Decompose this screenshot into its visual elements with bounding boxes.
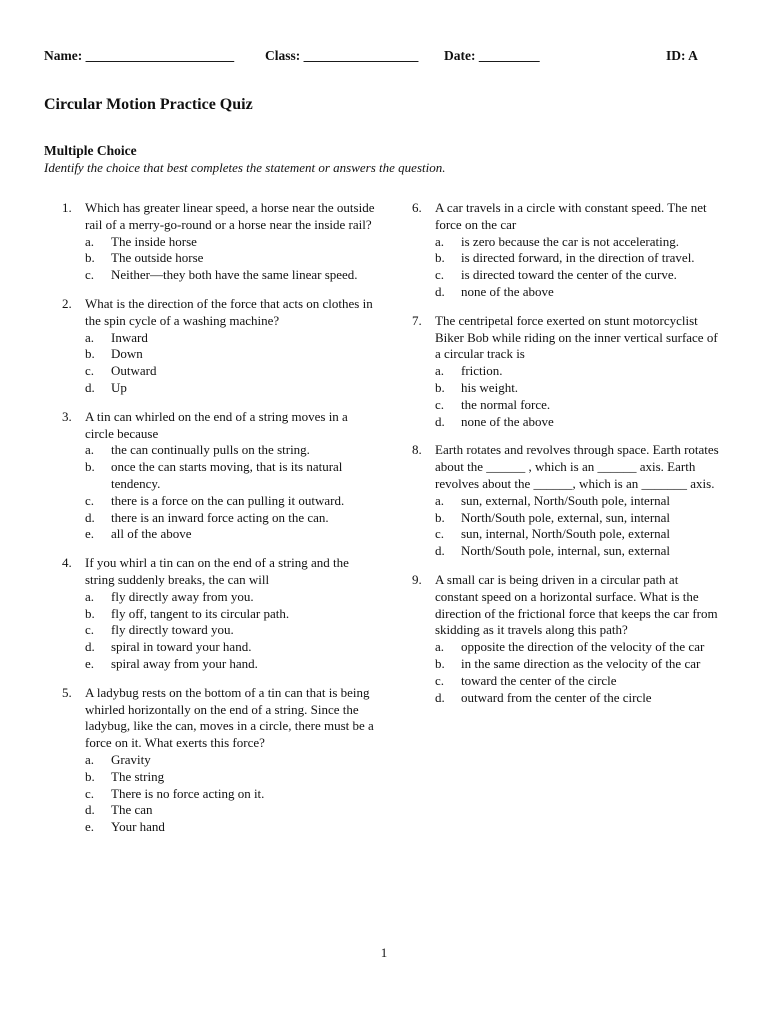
option-text: North/South pole, internal, sun, external: [461, 543, 671, 559]
option-letter: e.: [85, 655, 95, 671]
option-letter: d.: [85, 509, 95, 525]
option-letter: a.: [435, 639, 445, 655]
option-text: The inside horse: [111, 233, 197, 249]
answer-option: [85, 656, 376, 673]
option-text: Up: [111, 379, 127, 395]
question: [62, 409, 376, 543]
option-text: none of the above: [461, 413, 554, 429]
answer-option: [435, 656, 724, 673]
page-number: 1: [380, 945, 388, 960]
answer-option: [435, 250, 724, 267]
option-text: Neither—they both have the same linear speed.: [111, 267, 358, 283]
option-text: all of the above: [111, 526, 192, 542]
option-letter: c.: [85, 492, 95, 508]
answer-option: [435, 380, 724, 397]
question-number: 7.: [412, 312, 422, 328]
option-letter: b.: [85, 346, 95, 362]
option-letter: b.: [435, 379, 445, 395]
option-letter: d.: [435, 689, 445, 705]
answer-option: [85, 786, 376, 803]
option-letter: a.: [435, 363, 445, 379]
option-text: fly directly away from you.: [111, 588, 254, 604]
question-number: 9.: [412, 571, 422, 587]
option-text: fly directly toward you.: [111, 622, 234, 638]
question-text: A car travels in a circle with constant speed. The net force on the car: [435, 200, 707, 232]
question-text: A tin can whirled on the end of a string moves in a circle because: [85, 408, 348, 441]
option-text: sun, internal, North/South pole, external: [461, 526, 671, 542]
option-text: once the can starts moving, that is its natural tendency.: [111, 459, 343, 491]
question-number: 8.: [412, 442, 422, 458]
question-text: A ladybug rests on the bottom of a tin can that is being whirled horizontally on the end of a string. Since the ladybug, like the can, moves in a circle, there must be a force on it. What exerts this force?: [85, 684, 374, 751]
page-title: Circular Motion Practice Quiz: [44, 96, 253, 113]
answer-option: [85, 459, 376, 493]
option-letter: d.: [85, 639, 95, 655]
question: [412, 442, 724, 560]
option-letter: d.: [85, 379, 95, 395]
answer-option: [435, 543, 724, 560]
option-letter: d.: [435, 283, 445, 299]
option-text: his weight.: [461, 379, 519, 395]
option-text: Outward: [111, 363, 157, 379]
section-heading: Multiple Choice: [44, 143, 137, 158]
option-text: fly off, tangent to its circular path.: [111, 605, 290, 621]
question: [62, 685, 376, 836]
option-text: is zero because the car is not accelerating.: [461, 233, 679, 249]
question: [62, 296, 376, 397]
question-text: What is the direction of the force that acts on clothes in the spin cycle of a washing machine?: [85, 295, 373, 328]
answer-option: [435, 267, 724, 284]
option-letter: a.: [435, 492, 445, 508]
answer-option: [85, 346, 376, 363]
class-field: Class: _________________: [265, 48, 419, 63]
option-text: none of the above: [461, 283, 554, 299]
question: [62, 555, 376, 673]
option-letter: a.: [85, 233, 95, 249]
option-text: Your hand: [111, 819, 165, 835]
answer-option: [85, 589, 376, 606]
option-letter: a.: [435, 233, 445, 249]
answer-option: [85, 769, 376, 786]
answer-option: [85, 267, 376, 284]
option-letter: b.: [435, 250, 445, 266]
answer-option: [85, 819, 376, 836]
option-text: in the same direction as the velocity of the car: [461, 655, 701, 671]
answer-option: [85, 639, 376, 656]
option-letter: b.: [85, 459, 95, 475]
answer-option: [435, 510, 724, 527]
option-letter: c.: [85, 622, 95, 638]
option-text: is directed forward, in the direction of travel.: [461, 250, 695, 266]
option-letter: b.: [85, 605, 95, 621]
question-number: 2.: [62, 295, 72, 311]
question-text: Which has greater linear speed, a horse near the outside rail of a merry-go-round or a horse near the inside rail?: [85, 200, 375, 232]
answer-option: [435, 639, 724, 656]
option-letter: c.: [85, 267, 95, 283]
option-letter: c.: [85, 785, 95, 801]
option-letter: a.: [85, 442, 95, 458]
option-text: Inward: [111, 329, 148, 345]
answer-option: [435, 363, 724, 380]
answer-option: [85, 606, 376, 623]
answer-option: [435, 284, 724, 301]
questions-right-column: [412, 200, 724, 718]
question-number: 5.: [62, 684, 72, 700]
answer-option: [435, 414, 724, 431]
option-text: The can: [111, 802, 153, 818]
answer-option: [85, 526, 376, 543]
test-id: ID: A: [666, 48, 698, 63]
option-text: spiral away from your hand.: [111, 655, 258, 671]
option-letter: d.: [435, 413, 445, 429]
option-text: is directed toward the center of the curve.: [461, 267, 677, 283]
question: [412, 200, 724, 301]
question: [412, 572, 724, 706]
option-text: The string: [111, 768, 165, 784]
option-text: There is no force acting on it.: [111, 785, 265, 801]
question-number: 3.: [62, 408, 72, 424]
option-letter: d.: [435, 543, 445, 559]
questions-left-column: [62, 200, 376, 848]
section-instructions: Identify the choice that best completes the statement or answers the question.: [44, 160, 446, 175]
option-text: The outside horse: [111, 250, 204, 266]
option-letter: c.: [85, 363, 95, 379]
option-letter: b.: [85, 250, 95, 266]
answer-option: [85, 493, 376, 510]
answer-option: [85, 510, 376, 527]
answer-option: [85, 380, 376, 397]
option-text: there is a force on the can pulling it outward.: [111, 492, 345, 508]
name-field: Name: ______________________: [44, 48, 235, 63]
option-text: toward the center of the circle: [461, 672, 617, 688]
option-letter: c.: [435, 672, 445, 688]
date-field: Date: _________: [444, 48, 540, 63]
answer-option: [435, 397, 724, 414]
question-text: The centripetal force exerted on stunt motorcyclist Biker Bob while riding on the inner vertical surface of a circular track is: [435, 312, 718, 362]
answer-option: [85, 442, 376, 459]
option-letter: c.: [435, 396, 445, 412]
question-number: 1.: [62, 200, 72, 215]
answer-option: [85, 250, 376, 267]
answer-option: [435, 234, 724, 251]
option-letter: a.: [85, 588, 95, 604]
question-text: Earth rotates and revolves through space. Earth rotates about the ______ , which is an ______ axis. Earth revolves about the ______, which is an _______ axis.: [435, 442, 719, 491]
answer-option: [85, 752, 376, 769]
option-text: opposite the direction of the velocity of the car: [461, 639, 705, 655]
option-letter: b.: [435, 655, 445, 671]
option-text: there is an inward force acting on the can.: [111, 509, 329, 525]
option-text: friction.: [461, 363, 503, 379]
question-number: 6.: [412, 200, 422, 215]
option-text: the normal force.: [461, 396, 551, 412]
option-text: Down: [111, 346, 143, 362]
answer-option: [435, 526, 724, 543]
answer-option: [85, 363, 376, 380]
option-letter: a.: [85, 751, 95, 767]
option-text: sun, external, North/South pole, internal: [461, 492, 671, 508]
option-text: spiral in toward your hand.: [111, 639, 252, 655]
option-text: the can continually pulls on the string.: [111, 442, 310, 458]
option-letter: a.: [85, 329, 95, 345]
answer-option: [85, 330, 376, 347]
answer-option: [85, 622, 376, 639]
option-letter: b.: [435, 509, 445, 525]
question-text: A small car is being driven in a circular path at constant speed on a horizontal surface. What is the direction of the frictional force that keeps the car from skidding as it travels along this path?: [435, 571, 718, 638]
option-text: Gravity: [111, 751, 151, 767]
option-letter: d.: [85, 802, 95, 818]
option-letter: e.: [85, 819, 95, 835]
answer-option: [435, 673, 724, 690]
question: [62, 200, 376, 284]
answer-option: [85, 802, 376, 819]
option-text: North/South pole, external, sun, internal: [461, 509, 671, 525]
answer-option: [435, 690, 724, 707]
option-letter: c.: [435, 267, 445, 283]
option-text: outward from the center of the circle: [461, 689, 652, 705]
option-letter: e.: [85, 526, 95, 542]
answer-option: [435, 493, 724, 510]
option-letter: b.: [85, 768, 95, 784]
question-text: If you whirl a tin can on the end of a string and the string suddenly breaks, the can will: [85, 555, 349, 587]
answer-option: [85, 234, 376, 251]
question-number: 4.: [62, 555, 72, 571]
question: [412, 313, 724, 431]
option-letter: c.: [435, 526, 445, 542]
